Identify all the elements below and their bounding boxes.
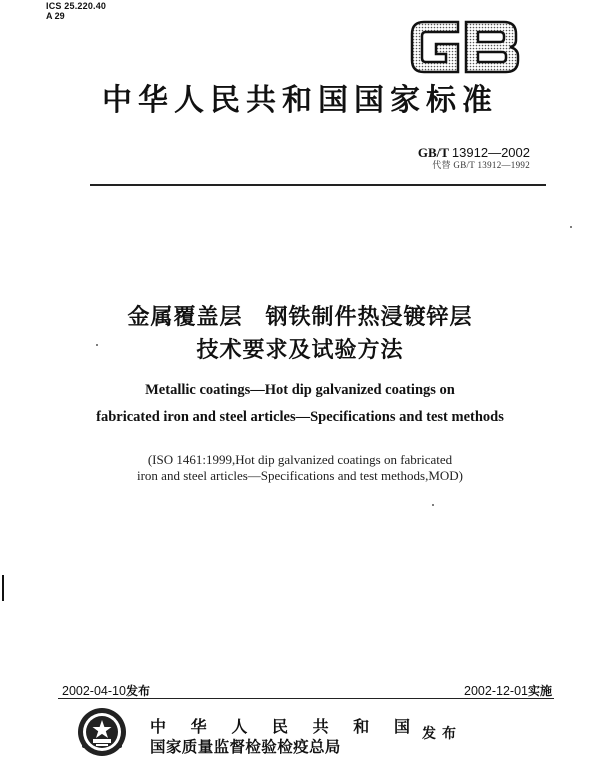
issued-label: 发布 <box>125 684 150 698</box>
publish-label: 发布 <box>422 726 462 742</box>
scan-speck <box>96 344 98 346</box>
issuer-agency: 国家质量监督检验检疫总局 <box>150 738 341 756</box>
issued-date-value: 2002-04-10 <box>62 684 126 698</box>
issuer-prc <box>150 717 410 737</box>
english-title-line2: fabricated iron and steel articles—Specifications and test methods <box>96 409 504 425</box>
national-standard-title: 中华人民共和国国家标准 <box>102 83 498 118</box>
issuer-char: 民 <box>271 717 288 736</box>
standard-number-prefix: GB/T <box>417 145 449 160</box>
issuer-char: 和 <box>353 717 370 736</box>
scan-speck <box>432 504 434 506</box>
standard-number-value: 13912—2002 <box>451 145 530 160</box>
national-emblem-icon <box>76 706 128 758</box>
header-divider <box>90 184 546 186</box>
ccs-code: A 29 <box>46 11 65 21</box>
issuer-char: 中 <box>150 717 167 736</box>
effective-date <box>464 684 552 698</box>
scan-speck <box>570 226 572 228</box>
issued-date <box>62 684 150 698</box>
effective-label: 实施 <box>527 684 552 698</box>
issuer-char: 国 <box>393 717 410 736</box>
ics-code: ICS 25.220.40 <box>46 1 107 11</box>
chinese-title-line1: 金属覆盖层 钢铁制件热浸镀锌层 <box>127 305 473 330</box>
margin-mark <box>2 575 4 601</box>
issuer-char: 华 <box>190 717 207 736</box>
standard-number <box>418 145 530 161</box>
gb-logo-icon <box>406 14 524 80</box>
issuer-char: 人 <box>231 717 248 736</box>
iso-reference-line2: iron and steel articles—Specifications and test methods,MOD) <box>136 468 463 483</box>
footer-divider <box>58 698 554 699</box>
issuer-char: 共 <box>312 717 329 736</box>
chinese-title-line2: 技术要求及试验方法 <box>196 338 404 363</box>
iso-reference-line1: (ISO 1461:1999,Hot dip galvanized coatings on fabricated <box>147 452 453 467</box>
effective-date-value: 2002-12-01 <box>464 684 528 698</box>
english-title-line1: Metallic coatings—Hot dip galvanized coatings on <box>145 382 455 398</box>
replaces-note: 代替 GB/T 13912—1992 <box>432 160 530 170</box>
